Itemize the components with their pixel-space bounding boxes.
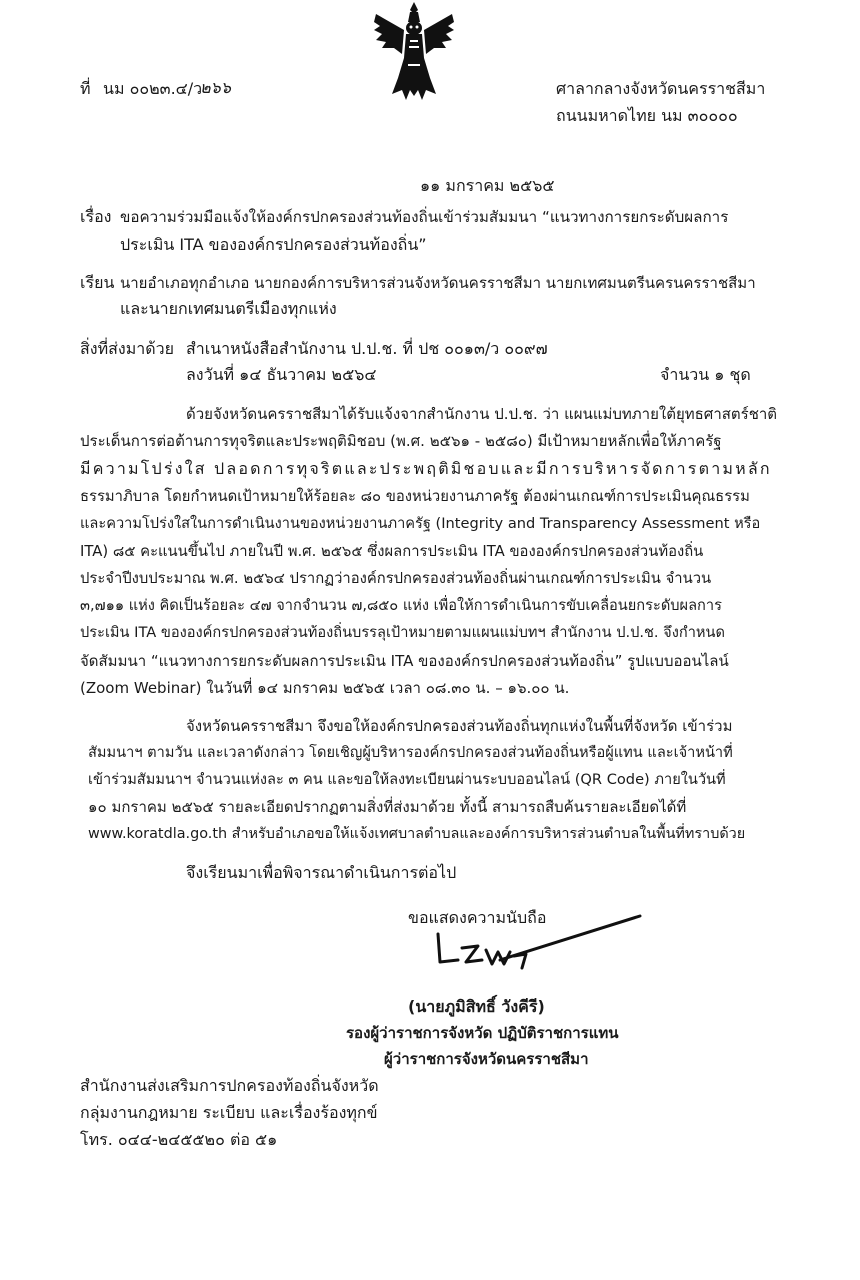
handwritten-signature: [430, 910, 650, 980]
body-paragraph-2: [88, 714, 788, 849]
body-paragraph-1: [80, 402, 780, 703]
subject-line1: ขอความร่วมมือแจ้งให้องค์กรปกครองส่วนท้องถิ่นเข้าร่วมสัมมนา “แนวทางการยกระดับผลการ: [120, 208, 729, 226]
enclosure-label: สิ่งที่ส่งมาด้วย: [80, 339, 174, 358]
paragraph-line: ธรรมาภิบาล โดยกำหนดเป้าหมายให้ร้อยละ ๘๐ ของหน่วยงานภาครัฐ ต้องผ่านเกณฑ์การประเมินคุณธรรม: [80, 488, 750, 506]
closing-request: จึงเรียนมาเพื่อพิจารณาดำเนินการต่อไป: [186, 863, 457, 882]
paragraph-line: มีความโปร่งใส ปลอดการทุจริตและประพฤติมิชอบและมีการบริหารจัดการตามหลัก: [80, 458, 772, 478]
paragraph-line: ๑๐ มกราคม ๒๕๖๕ รายละเอียดปรากฏตามสิ่งที่ส่งมาด้วย ทั้งนี้ สามารถสืบค้นรายละเอียดได้ที่: [88, 798, 687, 816]
signatory-name: (นายภูมิสิทธิ์ วังคีรี): [408, 997, 545, 1016]
paragraph-line: ประเมิน ITA ขององค์กรปกครองส่วนท้องถิ่นบรรลุเป้าหมายตามแผนแม่บทฯ สำนักงาน ป.ป.ช. จึงกำหนด: [80, 624, 725, 642]
recipient-line2: และนายกเทศมนตรีเมืองทุกแห่ง: [120, 299, 337, 318]
sender-address-line2: ถนนมหาดไทย นม ๓๐๐๐๐: [556, 106, 738, 125]
reference-handwritten-number: ๒๖๖: [200, 78, 231, 97]
signatory-position-1: รองผู้ว่าราชการจังหวัด ปฏิบัติราชการแทน: [346, 1024, 619, 1042]
paragraph-line: จัดสัมมนา “แนวทางการยกระดับผลการประเมิน ITA ขององค์กรปกครองส่วนท้องถิ่น” รูปแบบออนไลน์: [80, 651, 729, 670]
garuda-emblem-icon: [372, 0, 456, 104]
reference-label: ที่: [80, 79, 91, 98]
paragraph-line: และความโปร่งใสในการดำเนินงานของหน่วยงานภาครัฐ (Integrity and Transparency Assessment หรือ: [80, 514, 761, 532]
paragraph-line: ประจำปีงบประมาณ พ.ศ. ๒๕๖๔ ปรากฏว่าองค์กรปกครองส่วนท้องถิ่นผ่านเกณฑ์การประเมิน จำนวน: [80, 570, 712, 588]
paragraph-line: (Zoom Webinar) ในวันที่ ๑๔ มกราคม ๒๕๖๕ เวลา ๐๘.๓๐ น. – ๑๖.๐๐ น.: [80, 678, 570, 697]
subject-label: เรื่อง: [80, 207, 112, 226]
subject-line2: ประเมิน ITA ขององค์กรปกครองส่วนท้องถิ่น”: [120, 235, 427, 254]
reference-number: นม ๐๐๒๓.๔/ว: [103, 79, 203, 98]
footer-phone: โทร. ๐๔๔-๒๔๕๕๒๐ ต่อ ๕๑: [80, 1130, 278, 1149]
paragraph-line: ประเด็นการต่อต้านการทุจริตและประพฤติมิชอบ (พ.ศ. ๒๕๖๑ - ๒๕๘๐) มีเป้าหมายหลักเพื่อให้ภาครัฐ: [80, 432, 722, 451]
recipient-line1: นายอำเภอทุกอำเภอ นายกองค์การบริหารส่วนจังหวัดนครราชสีมา นายกเทศมนตรีนครนครราชสีมา: [120, 274, 756, 292]
paragraph-line: จังหวัดนครราชสีมา จึงขอให้องค์กรปกครองส่วนท้องถิ่นทุกแห่งในพื้นที่จังหวัด เข้าร่วม: [186, 717, 733, 735]
footer-office: สำนักงานส่งเสริมการปกครองท้องถิ่นจังหวัด: [80, 1076, 379, 1095]
recipient-label: เรียน: [80, 273, 115, 292]
footer-group: กลุ่มงานกฎหมาย ระเบียบ และเรื่องร้องทุกข์: [80, 1103, 378, 1122]
enclosure-line1: สำเนาหนังสือสำนักงาน ป.ป.ช. ที่ ปช ๐๐๑๓/ว ๐๐๙๗: [186, 339, 548, 358]
closing-salutation: ขอแสดงความนับถือ: [408, 908, 547, 927]
paragraph-line: ด้วยจังหวัดนครราชสีมาได้รับแจ้งจากสำนักงาน ป.ป.ช. ว่า แผนแม่บทภายใต้ยุทธศาสตร์ชาติ: [186, 405, 778, 423]
paragraph-line: เข้าร่วมสัมมนาฯ จำนวนแห่งละ ๓ คน และขอให้ลงทะเบียนผ่านระบบออนไลน์ (QR Code) ภายในวันที่: [88, 771, 726, 788]
enclosure-line2: ลงวันที่ ๑๔ ธันวาคม ๒๕๖๔: [186, 365, 377, 384]
document-date: ๑๑ มกราคม ๒๕๖๕: [420, 176, 555, 195]
paragraph-line: สัมมนาฯ ตามวัน และเวลาดังกล่าว โดยเชิญผู้บริหารองค์กรปกครองส่วนท้องถิ่นหรือผู้แทน และเจ้าหน้าที่: [88, 744, 733, 761]
paragraph-line: ITA) ๘๕ คะแนนขึ้นไป ภายในปี พ.ศ. ๒๕๖๕ ซึ่งผลการประเมิน ITA ขององค์กรปกครองส่วนท้องถิ่น: [80, 542, 704, 560]
enclosure-quantity: จำนวน ๑ ชุด: [660, 365, 751, 384]
signatory-position-2: ผู้ว่าราชการจังหวัดนครราชสีมา: [384, 1050, 589, 1068]
paragraph-line: ๓,๗๑๑ แห่ง คิดเป็นร้อยละ ๔๗ จากจำนวน ๗,๘๕๐ แห่ง เพื่อให้การดำเนินการขับเคลื่อนยกระดับผลการ: [80, 596, 722, 614]
paragraph-line: www.koratdla.go.th สำหรับอำเภอขอให้แจ้งเทศบาลตำบลและองค์การบริหารส่วนตำบลในพื้นที่ทราบด้วย: [88, 826, 746, 842]
sender-address-line1: ศาลากลางจังหวัดนครราชสีมา: [556, 79, 766, 98]
